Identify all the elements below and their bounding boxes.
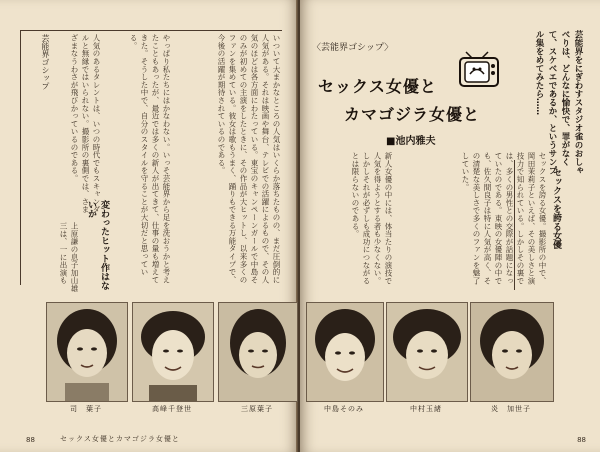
portrait-photo [218,302,298,402]
photo-caption: 三原葉子 [241,405,273,413]
section-tag: 〈芸能界ゴシップ〉 [312,43,394,53]
right-subhead: セックスを誇る女優 [551,168,561,249]
author-byline: ■池内雅夫 [386,136,436,147]
portrait-photo [386,302,468,402]
photo-caption: 炎 加世子 [491,405,531,413]
article-title-line1: セックス女優と [318,77,437,96]
article-lead: 芸能界をにぎわすスタジオ雀のおしゃべりは、どんなに愉快で、罪がなくて、スケベエであるか、というサンプル集をめてみたら…… [534,30,583,175]
left-body-text-2: やっぱり私たちにはかなわない。いっそ芸能界から足を洗おうかと考えたこともあったが、最近では多くの新人が出てきて、仕事の量も増えてきた。そうした中で、自分のスタイルを守ることが大切だと思っている。 [129,34,171,284]
right-body-text: セックスを誇る女優。撮影所の中で、岡田茉莉子といえば、その美しさと演技力で知られている。しかしその裏では、多くの男性との交際が話題になっていたのである。東映の女優陣の中でも、佐久間良子は特に人気が高く、その清楚な美しさで多くのファンを魅了していた。 [461,152,547,285]
portrait-photo [46,302,128,402]
title-illustration [458,52,502,92]
article-title-line2: カマゴジラ女優と [344,105,481,124]
top-rule [20,30,282,31]
portrait-photo [470,302,554,402]
photo-caption: 高峰千登世 [152,405,192,413]
left-subhead: 変わったヒット作はないか [86,200,109,290]
photo-caption: 司 葉子 [70,405,102,413]
photo-caption: 中村玉緒 [410,405,442,413]
left-body-text-3: 人気のあるタレントは、いつの時代でもスキャンダルと無縁ではいられない。撮影所の裏側では、さまざまなうわさが飛びかっているのである。 [70,34,101,214]
left-running-footer: セックス女優とカマゴジラ女優と [60,435,180,443]
portrait-photo [306,302,384,402]
left-subhead-2: 上原謙の息子加山雄三は、一に出演も [59,222,79,293]
right-body-text-2: 新人女優の中には、体当たりの演技で人気を得ようとする者も少なくない。しかしそれが必ずしも成功につながるとは限らないのである。 [351,152,393,285]
portrait-photo [132,302,214,402]
photo-caption: 中島そのみ [324,405,364,413]
left-folio: 88 [26,436,35,444]
tv-illustration-icon [458,52,502,92]
right-folio: 88 [577,436,586,444]
section-label: 芸能界ゴシップ [41,34,50,90]
left-body-text: いついて大まかなところの人気はいくらか落ちたものの、まだ圧倒的に人気がある。それは映画や舞台、テレビでの活躍によるもので、その人気のほどは各方面にわたっている。東宝のキャンペーンガールで中島そのみが初めての主演をしたときに、その作品が大ヒットし、以来多くのファンを集めている。彼女は歌もうまく、踊りもできる万能タイプで、今後の活躍が期待されているのである。 [217,34,281,284]
column-rule [20,30,21,285]
